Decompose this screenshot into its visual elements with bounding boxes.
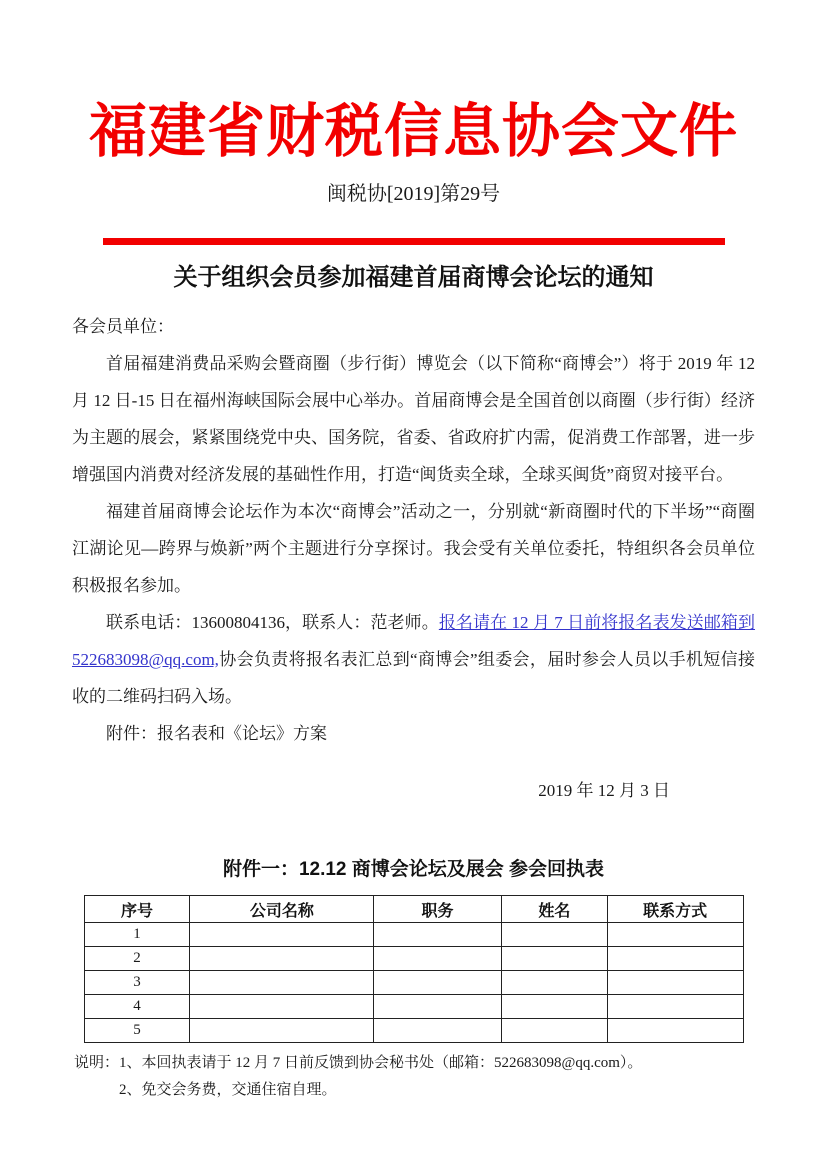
row-number-cell: 5	[84, 1019, 190, 1043]
reply-table-head-row	[84, 896, 743, 923]
column-header: 职务	[374, 896, 502, 923]
attachment-reference-line: 附件：报名表和《论坛》方案	[106, 724, 327, 743]
signup-email-link[interactable]: 报名请在 12 月 7 日前将报名表发送邮箱到522683098@qq.com,	[72, 613, 756, 669]
document-date: 2019 年 12 月 3 日	[538, 781, 670, 800]
empty-cell	[190, 1019, 374, 1043]
paragraph-forum: 福建首届商博会论坛作为本次“商博会”活动之一，分别就“新商圈时代的下半场”“商圈江湖论见—跨界与焕新”两个主题进行分享探讨。我会受有关单位委托，特组织各会员单位积极报名参加。	[72, 502, 755, 595]
table-row	[84, 971, 743, 995]
table-row	[84, 1019, 743, 1043]
table-row	[84, 947, 743, 971]
empty-cell	[607, 923, 743, 947]
empty-cell	[190, 947, 374, 971]
notes-block	[74, 1050, 767, 1104]
row-number-cell: 1	[84, 923, 190, 947]
empty-cell	[501, 995, 607, 1019]
empty-cell	[501, 971, 607, 995]
reply-table	[84, 895, 744, 1043]
empty-cell	[374, 947, 502, 971]
empty-cell	[374, 1019, 502, 1043]
column-header: 姓名	[501, 896, 607, 923]
table-row	[84, 995, 743, 1019]
org-title: 福建省财税信息协会文件	[88, 99, 738, 164]
empty-cell	[501, 1019, 607, 1043]
body-text	[72, 308, 755, 752]
row-number-cell: 3	[84, 971, 190, 995]
red-divider	[103, 238, 725, 245]
empty-cell	[501, 923, 607, 947]
contact-info: 联系电话：13600804136，联系人：范老师。	[106, 613, 439, 632]
notice-title: 关于组织会员参加福建首届商博会论坛的通知	[173, 264, 654, 291]
empty-cell	[607, 995, 743, 1019]
empty-cell	[607, 971, 743, 995]
column-header: 公司名称	[190, 896, 374, 923]
attachment-table-title: 附件一：12.12 商博会论坛及展会 参会回执表	[222, 859, 605, 880]
empty-cell	[607, 1019, 743, 1043]
empty-cell	[374, 971, 502, 995]
paragraph-intro: 首届福建消费品采购会暨商圈（步行街）博览会（以下简称“商博会”）将于 2019 年 12 月 12 日-15 日在福州海峡国际会展中心举办。首届商博会是全国首创以商圈（步行街）经济为主题的展会，紧紧围绕党中央、国务院，省委、省政府扩内需，促消费工作部署，进一步增强国内消费对经济发展的基础性作用，打造“闽货卖全球，全球买闽货”商贸对接平台。	[72, 354, 755, 484]
empty-cell	[374, 923, 502, 947]
paragraph-contact	[72, 604, 755, 715]
note-line-2: 2、免交会务费，交通住宿自理。	[119, 1082, 337, 1098]
reply-table-body	[84, 923, 743, 1043]
reply-table-head	[84, 896, 743, 923]
column-header: 联系方式	[607, 896, 743, 923]
empty-cell	[501, 947, 607, 971]
empty-cell	[374, 995, 502, 1019]
note-line-1: 说明：1、本回执表请于 12 月 7 日前反馈到协会秘书处（邮箱：522683098@qq.com）。	[74, 1055, 643, 1071]
salutation: 各会员单位：	[72, 317, 174, 336]
empty-cell	[190, 923, 374, 947]
empty-cell	[190, 995, 374, 1019]
column-header: 序号	[84, 896, 190, 923]
empty-cell	[190, 971, 374, 995]
empty-cell	[607, 947, 743, 971]
row-number-cell: 2	[84, 947, 190, 971]
contact-suffix: 协会负责将报名表汇总到“商博会”组委会，届时参会人员以手机短信接收的二维码扫码入场。	[72, 650, 755, 706]
doc-number: 闽税协[2019]第29号	[326, 183, 501, 205]
row-number-cell: 4	[84, 995, 190, 1019]
table-row	[84, 923, 743, 947]
